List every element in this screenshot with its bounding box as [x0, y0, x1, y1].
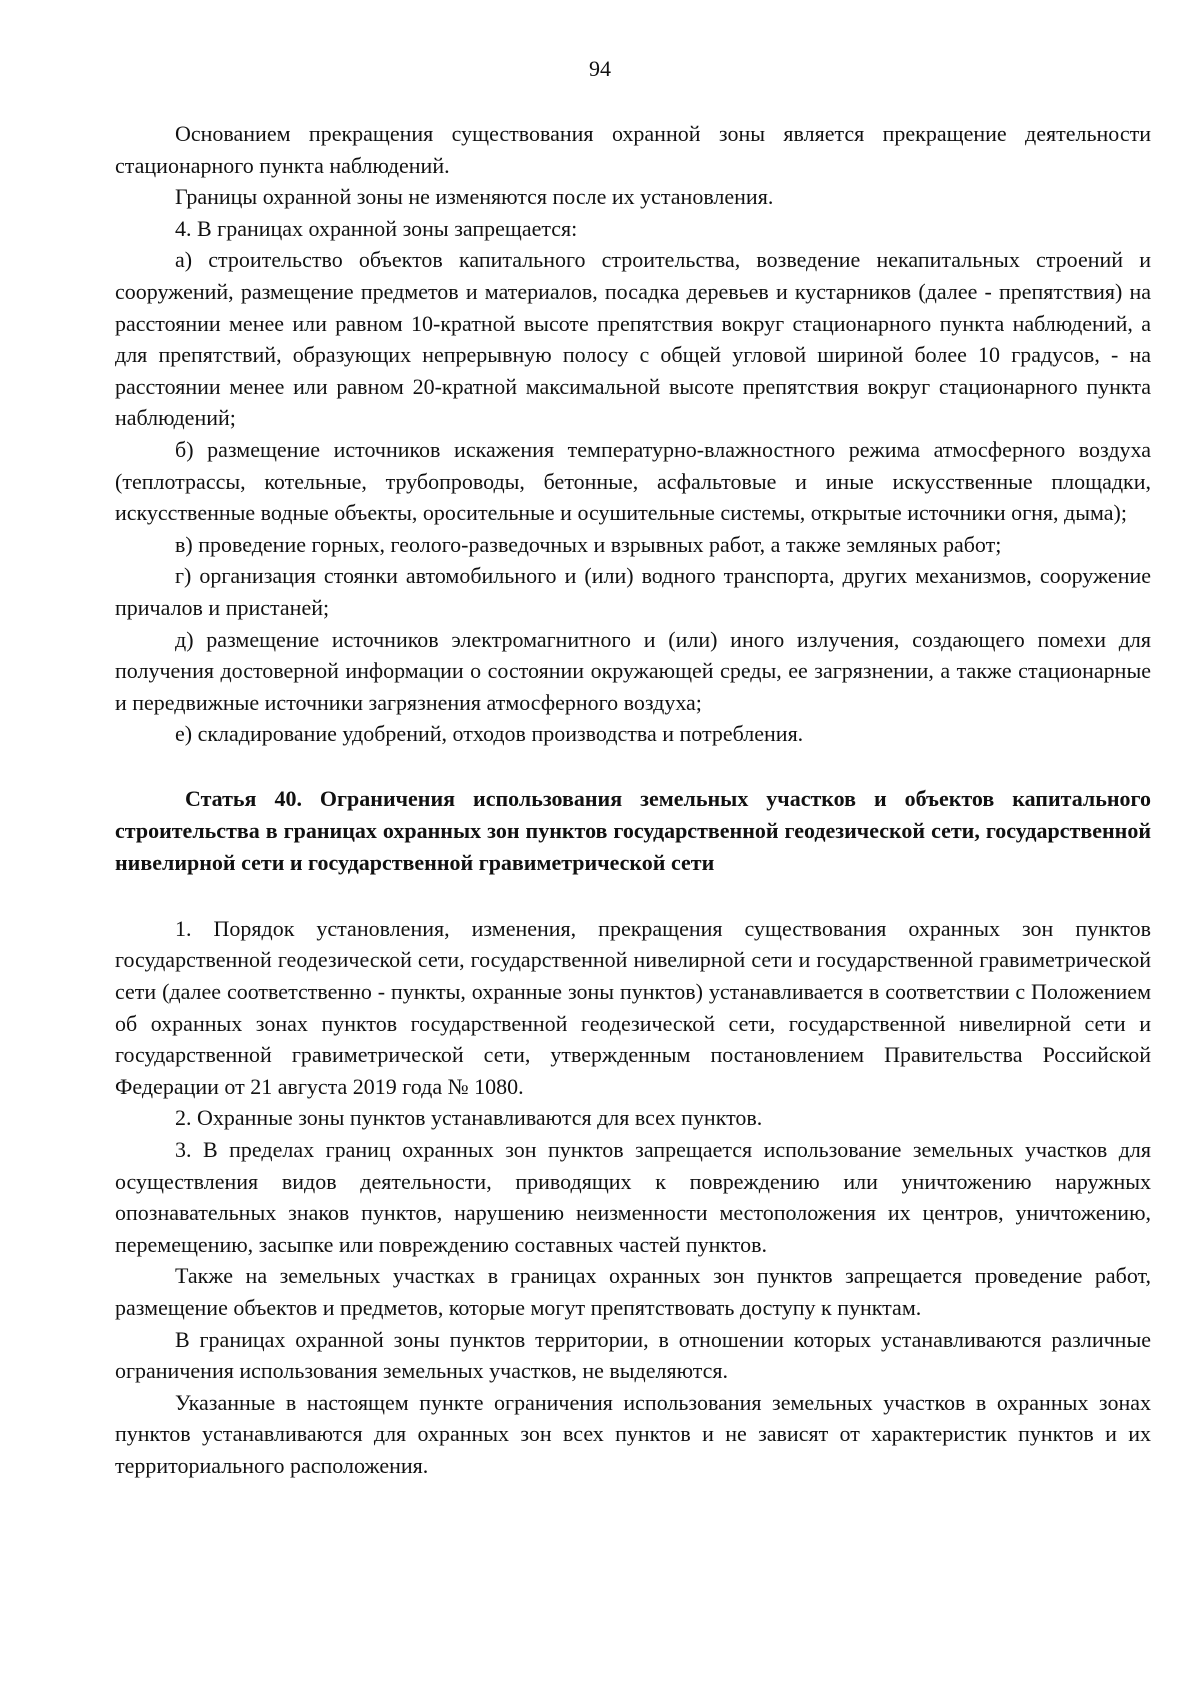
paragraph: Указанные в настоящем пункте ограничения использования земельных участков в охранных зонах пунктов устанавливаются для охранных зон всех пунктов и не зависят от характеристик пунктов и их территориального расположения. — [115, 1389, 1151, 1478]
paragraph: 3. В пределах границ охранных зон пунктов запрещается использование земельных участков для осуществления видов деятельности, приводящих к повреждению или уничтожению наружных опознавательных знаков пунктов, нарушению неизменности местоположения их центров, уничтожению, перемещению, засыпке или повреждению составных частей пунктов. — [115, 1137, 1151, 1257]
paragraph: В границах охранной зоны пунктов территории, в отношении которых устанавливаются различные ограничения использования земельных участков, не выделяются. — [115, 1326, 1151, 1384]
list-item-e: е) складирование удобрений, отходов производства и потребления. — [175, 721, 804, 747]
paragraph: 2. Охранные зоны пунктов устанавливаются для всех пунктов. — [175, 1105, 763, 1131]
paragraph: Границы охранной зоны не изменяются после их установления. — [175, 184, 774, 210]
paragraph: Также на земельных участках в границах охранных зон пунктов запрещается проведение работ, размещение объектов и предметов, которые могут препятствовать доступу к пунктам. — [115, 1263, 1151, 1320]
paragraph: 1. Порядок установления, изменения, прекращения существования охранных зон пунктов государственной геодезической сети, государственной нивелирной сети и государственной гравиметрической сети (далее соответственно - пункты, охранные зоны пунктов) устанавливается в соответствии с Положением об охранных зонах пунктов государственной геодезической сети, государственной нивелирной сети и государственной гравиметрической сети, утвержденным постановлением Правительства Российской Федерации от 21 августа 2019 года № 1080. — [115, 915, 1151, 1099]
paragraph: 4. В границах охранной зоны запрещается: — [175, 215, 578, 241]
list-item-a: а) строительство объектов капитального строительства, возведение некапитальных строений и сооружений, размещение предметов и материалов, посадка деревьев и кустарников (далее - препятствия) на расстоянии менее или равном 10-кратной высоте препятствия вокруг стационарного пункта наблюдений, а для препятствий, образующих непрерывную полосу с общей угловой шириной более 10 градусов, - на расстоянии менее или равном 20-кратной максимальной высоте препятствия вокруг стационарного пункта наблюдений; — [115, 247, 1151, 431]
article-heading: Статья 40. Ограничения использования земельных участков и объектов капитального строительства в границах охранных зон пунктов государственной геодезической сети, государственной нивелирной сети и государственной гравиметрической сети — [115, 785, 1151, 875]
list-item-g: г) организация стоянки автомобильного и (или) водного транспорта, других механизмов, сооружение причалов и пристаней; — [115, 563, 1151, 620]
list-item-b: б) размещение источников искажения температурно-влажностного режима атмосферного воздуха (теплотрассы, котельные, трубопроводы, бетонные, асфальтовые и иные искусственные площадки, искусственные водные объекты, оросительные и осушительные системы, открытые источники огня, дыма); — [115, 436, 1151, 526]
document-body — [115, 118, 1151, 1482]
list-item-v: в) проведение горных, геолого-разведочных и взрывных работ, а также земляных работ; — [175, 531, 1002, 557]
list-item-d: д) размещение источников электромагнитного и (или) иного излучения, создающего помехи для получения достоверной информации о состоянии окружающей среды, ее загрязнении, а также стационарные и передвижные источники загрязнения атмосферного воздуха; — [115, 626, 1151, 715]
paragraph: Основанием прекращения существования охранной зоны является прекращение деятельности стационарного пункта наблюдений. — [115, 121, 1151, 178]
page-number: 94 — [589, 56, 611, 81]
